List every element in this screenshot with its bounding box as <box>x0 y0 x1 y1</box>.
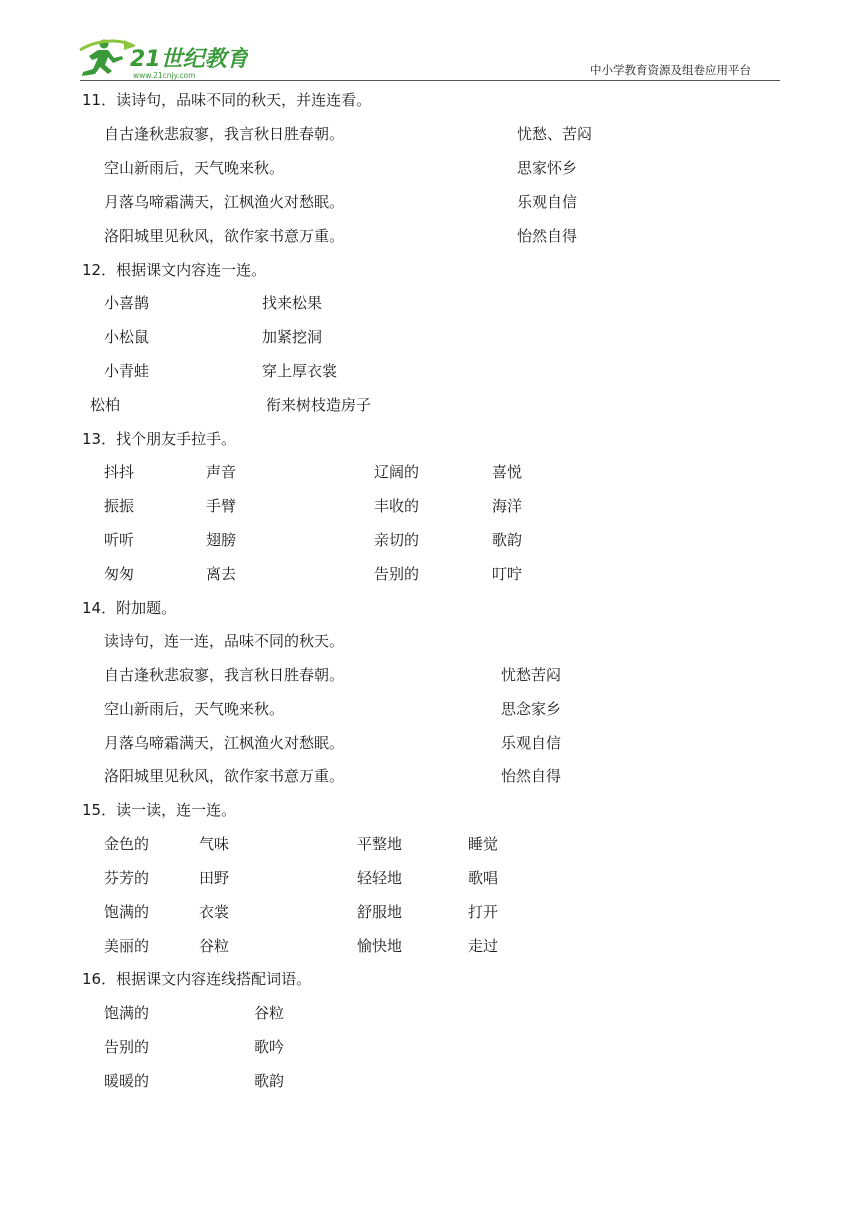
q14-left-4: 洛阳城里见秋风，欲作家书意万重。 <box>104 767 345 785</box>
q12-left-1: 小喜鹊 <box>104 294 150 312</box>
q12-left-2: 小松鼠 <box>104 328 150 346</box>
q13-c3-2: 丰收的 <box>374 497 420 515</box>
q14-title: 14．附加题。 <box>82 599 177 617</box>
q13-c2-3: 翅膀 <box>206 531 237 549</box>
q16-right-2: 歌吟 <box>254 1038 285 1056</box>
q14-right-1: 忧愁苦闷 <box>501 666 562 684</box>
platform-label: 中小学教育资源及组卷应用平台 <box>590 63 751 77</box>
q15-title: 15．读一读，连一连。 <box>82 801 237 819</box>
q15-c4-2: 歌唱 <box>468 869 499 887</box>
q16-right-1: 谷粒 <box>254 1004 285 1022</box>
q13-c3-1: 辽阔的 <box>374 463 420 481</box>
logo-url: www.21cnjy.com <box>133 71 196 80</box>
runner-logo-icon <box>78 36 248 80</box>
q15-c2-4: 谷粒 <box>199 937 230 955</box>
q15-c2-2: 田野 <box>199 869 230 887</box>
q11-right-2: 思家怀乡 <box>517 159 578 177</box>
q15-c1-3: 饱满的 <box>104 903 150 921</box>
q15-c3-1: 平整地 <box>357 835 403 853</box>
q15-c2-3: 衣裳 <box>199 903 230 921</box>
q11-title: 11．读诗句，品味不同的秋天，并连连看。 <box>82 91 372 109</box>
q12-title: 12．根据课文内容连一连。 <box>82 261 267 279</box>
q11-left-2: 空山新雨后，天气晚来秋。 <box>104 159 285 177</box>
header-divider <box>80 80 780 81</box>
q15-c1-2: 芬芳的 <box>104 869 150 887</box>
q13-c3-4: 告别的 <box>374 565 420 583</box>
q16-title: 16．根据课文内容连线搭配词语。 <box>82 970 312 988</box>
q16-right-3: 歌韵 <box>254 1072 285 1090</box>
q16-left-3: 暖暖的 <box>104 1072 150 1090</box>
q15-c3-4: 愉快地 <box>357 937 403 955</box>
q16-left-2: 告别的 <box>104 1038 150 1056</box>
q15-c4-4: 走过 <box>468 937 499 955</box>
q14-left-2: 空山新雨后，天气晚来秋。 <box>104 700 285 718</box>
q14-right-2: 思念家乡 <box>501 700 562 718</box>
q15-c4-3: 打开 <box>468 903 499 921</box>
q12-right-3: 穿上厚衣裳 <box>262 362 338 380</box>
q14-right-3: 乐观自信 <box>501 734 562 752</box>
q13-c1-3: 听听 <box>104 531 135 549</box>
logo <box>78 36 248 80</box>
q13-c1-1: 抖抖 <box>104 463 135 481</box>
q12-right-2: 加紧挖洞 <box>262 328 323 346</box>
q15-c1-4: 美丽的 <box>104 937 150 955</box>
logo-text: 21世纪教育 <box>130 47 248 72</box>
q14-right-4: 怡然自得 <box>501 767 562 785</box>
q12-left-4: 松柏 <box>90 396 121 414</box>
q11-left-4: 洛阳城里见秋风，欲作家书意万重。 <box>104 227 345 245</box>
q13-c1-4: 匆匆 <box>104 565 135 583</box>
q11-right-4: 怡然自得 <box>517 227 578 245</box>
q15-c4-1: 睡觉 <box>468 835 499 853</box>
q13-c2-4: 离去 <box>206 565 237 583</box>
q11-right-3: 乐观自信 <box>517 193 578 211</box>
q13-c4-1: 喜悦 <box>492 463 523 481</box>
q13-title: 13．找个朋友手拉手。 <box>82 430 237 448</box>
q14-left-3: 月落乌啼霜满天，江枫渔火对愁眠。 <box>104 734 345 752</box>
q13-c4-4: 叮咛 <box>492 565 523 583</box>
q16-left-1: 饱满的 <box>104 1004 150 1022</box>
q15-c2-1: 气味 <box>199 835 230 853</box>
q15-c3-2: 轻轻地 <box>357 869 403 887</box>
q11-right-1: 忧愁、苦闷 <box>517 125 593 143</box>
q12-right-4: 衔来树枝造房子 <box>266 396 372 414</box>
q15-c3-3: 舒服地 <box>357 903 403 921</box>
q12-right-1: 找来松果 <box>262 294 323 312</box>
q13-c4-2: 海洋 <box>492 497 523 515</box>
q13-c4-3: 歌韵 <box>492 531 523 549</box>
q13-c2-1: 声音 <box>206 463 237 481</box>
q11-left-3: 月落乌啼霜满天，江枫渔火对愁眠。 <box>104 193 345 211</box>
q14-subtitle: 读诗句，连一连，品味不同的秋天。 <box>104 632 345 650</box>
q15-c1-1: 金色的 <box>104 835 150 853</box>
q12-left-3: 小青蛙 <box>104 362 150 380</box>
q13-c1-2: 振振 <box>104 497 135 515</box>
q13-c3-3: 亲切的 <box>374 531 420 549</box>
q14-left-1: 自古逢秋悲寂寥，我言秋日胜春朝。 <box>104 666 345 684</box>
q11-left-1: 自古逢秋悲寂寥，我言秋日胜春朝。 <box>104 125 345 143</box>
q13-c2-2: 手臂 <box>206 497 237 515</box>
